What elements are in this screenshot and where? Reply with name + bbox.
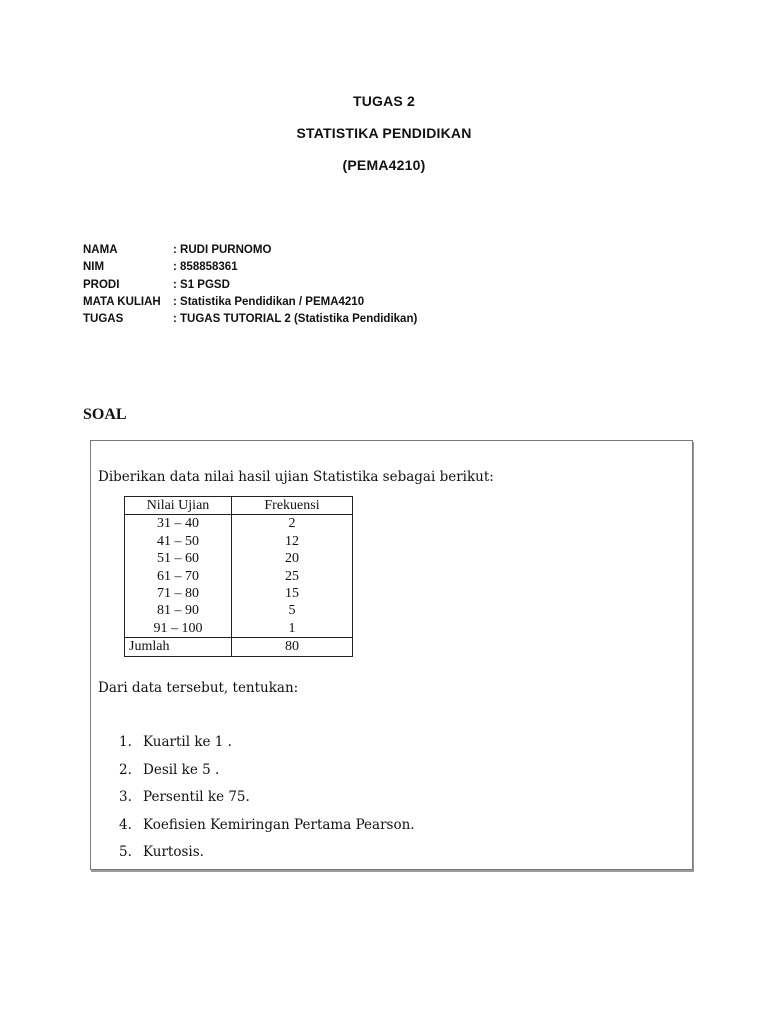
- table-row: [125, 585, 353, 602]
- column-header-nilai: Nilai Ujian: [125, 497, 232, 515]
- question-text: Persentil ke 75.: [143, 789, 250, 805]
- question-text: Koefisien Kemiringan Pertama Pearson.: [143, 816, 415, 833]
- list-item: [119, 762, 415, 790]
- table-total-row: [125, 638, 353, 656]
- table-cell-range: 41 – 50: [125, 533, 232, 550]
- table-cell-frequency: 12: [285, 533, 299, 549]
- info-label: TUGAS: [83, 313, 124, 326]
- list-item: [119, 789, 415, 817]
- student-info: [83, 242, 417, 328]
- document-title: TUGAS 2: [352, 93, 416, 109]
- column-header-frekuensi: Frekuensi: [232, 497, 353, 515]
- course-code: (PEMA4210): [342, 157, 426, 173]
- table-row: [125, 550, 353, 567]
- problem-box: [90, 440, 693, 870]
- table-cell-range: 81 – 90: [125, 602, 232, 619]
- table-total-value: 80: [232, 638, 353, 656]
- table-cell-frequency: 25: [285, 568, 299, 584]
- table-cell-frequency: 2: [288, 516, 296, 532]
- table-cell-frequency: 5: [288, 603, 296, 619]
- question-number: 4.: [119, 816, 132, 833]
- info-row-mata-kuliah: [83, 294, 417, 311]
- question-number: 1.: [119, 734, 132, 750]
- course-title: STATISTIKA PENDIDIKAN: [296, 125, 472, 141]
- info-row-tugas: [83, 311, 417, 328]
- table-cell-range: 31 – 40: [125, 515, 232, 533]
- question-text: Kuartil ke 1 .: [143, 734, 232, 750]
- info-value: : 858858361: [173, 261, 238, 274]
- info-row-nim: [83, 259, 417, 276]
- table-row: [125, 602, 353, 619]
- table-header-row: [125, 497, 353, 515]
- info-value: : S1 PGSD: [173, 278, 230, 291]
- question-number: 5.: [119, 844, 132, 860]
- question-text: Desil ke 5 .: [143, 761, 220, 778]
- table-total-label: Jumlah: [125, 638, 232, 656]
- info-label: MATA KULIAH: [83, 295, 161, 308]
- list-item: [119, 734, 415, 762]
- info-value: : RUDI PURNOMO: [173, 244, 272, 256]
- question-list: [119, 734, 415, 872]
- info-label: NIM: [83, 261, 105, 274]
- info-row-prodi: [83, 277, 417, 294]
- question-number: 3.: [119, 789, 132, 805]
- info-label: NAMA: [83, 244, 118, 256]
- table-row: [125, 515, 353, 533]
- table-cell-frequency: 1: [288, 620, 296, 636]
- table-cell-range: 61 – 70: [125, 568, 232, 585]
- question-number: 2.: [119, 761, 132, 778]
- list-item: [119, 817, 415, 845]
- question-text: Kurtosis.: [143, 844, 204, 860]
- frequency-table: [124, 496, 353, 657]
- table-row: [125, 620, 353, 638]
- info-label: PRODI: [83, 278, 120, 291]
- info-value: : TUGAS TUTORIAL 2 (Statistika Pendidikan): [173, 313, 418, 326]
- problem-instruction: Dari data tersebut, tentukan:: [98, 680, 299, 696]
- table-cell-frequency: 20: [285, 551, 299, 567]
- table-cell-range: 91 – 100: [125, 620, 232, 638]
- soal-heading: SOAL: [83, 406, 127, 423]
- info-row-nama: [83, 242, 417, 259]
- list-item: [119, 844, 415, 872]
- table-row: [125, 568, 353, 585]
- table-cell-frequency: 15: [285, 586, 299, 602]
- table-cell-range: 51 – 60: [125, 550, 232, 567]
- problem-intro: Diberikan data nilai hasil ujian Statistika sebagai berikut:: [98, 469, 494, 485]
- info-value: : Statistika Pendidikan / PEMA4210: [173, 295, 365, 308]
- table-row: [125, 533, 353, 550]
- table-cell-range: 71 – 80: [125, 585, 232, 602]
